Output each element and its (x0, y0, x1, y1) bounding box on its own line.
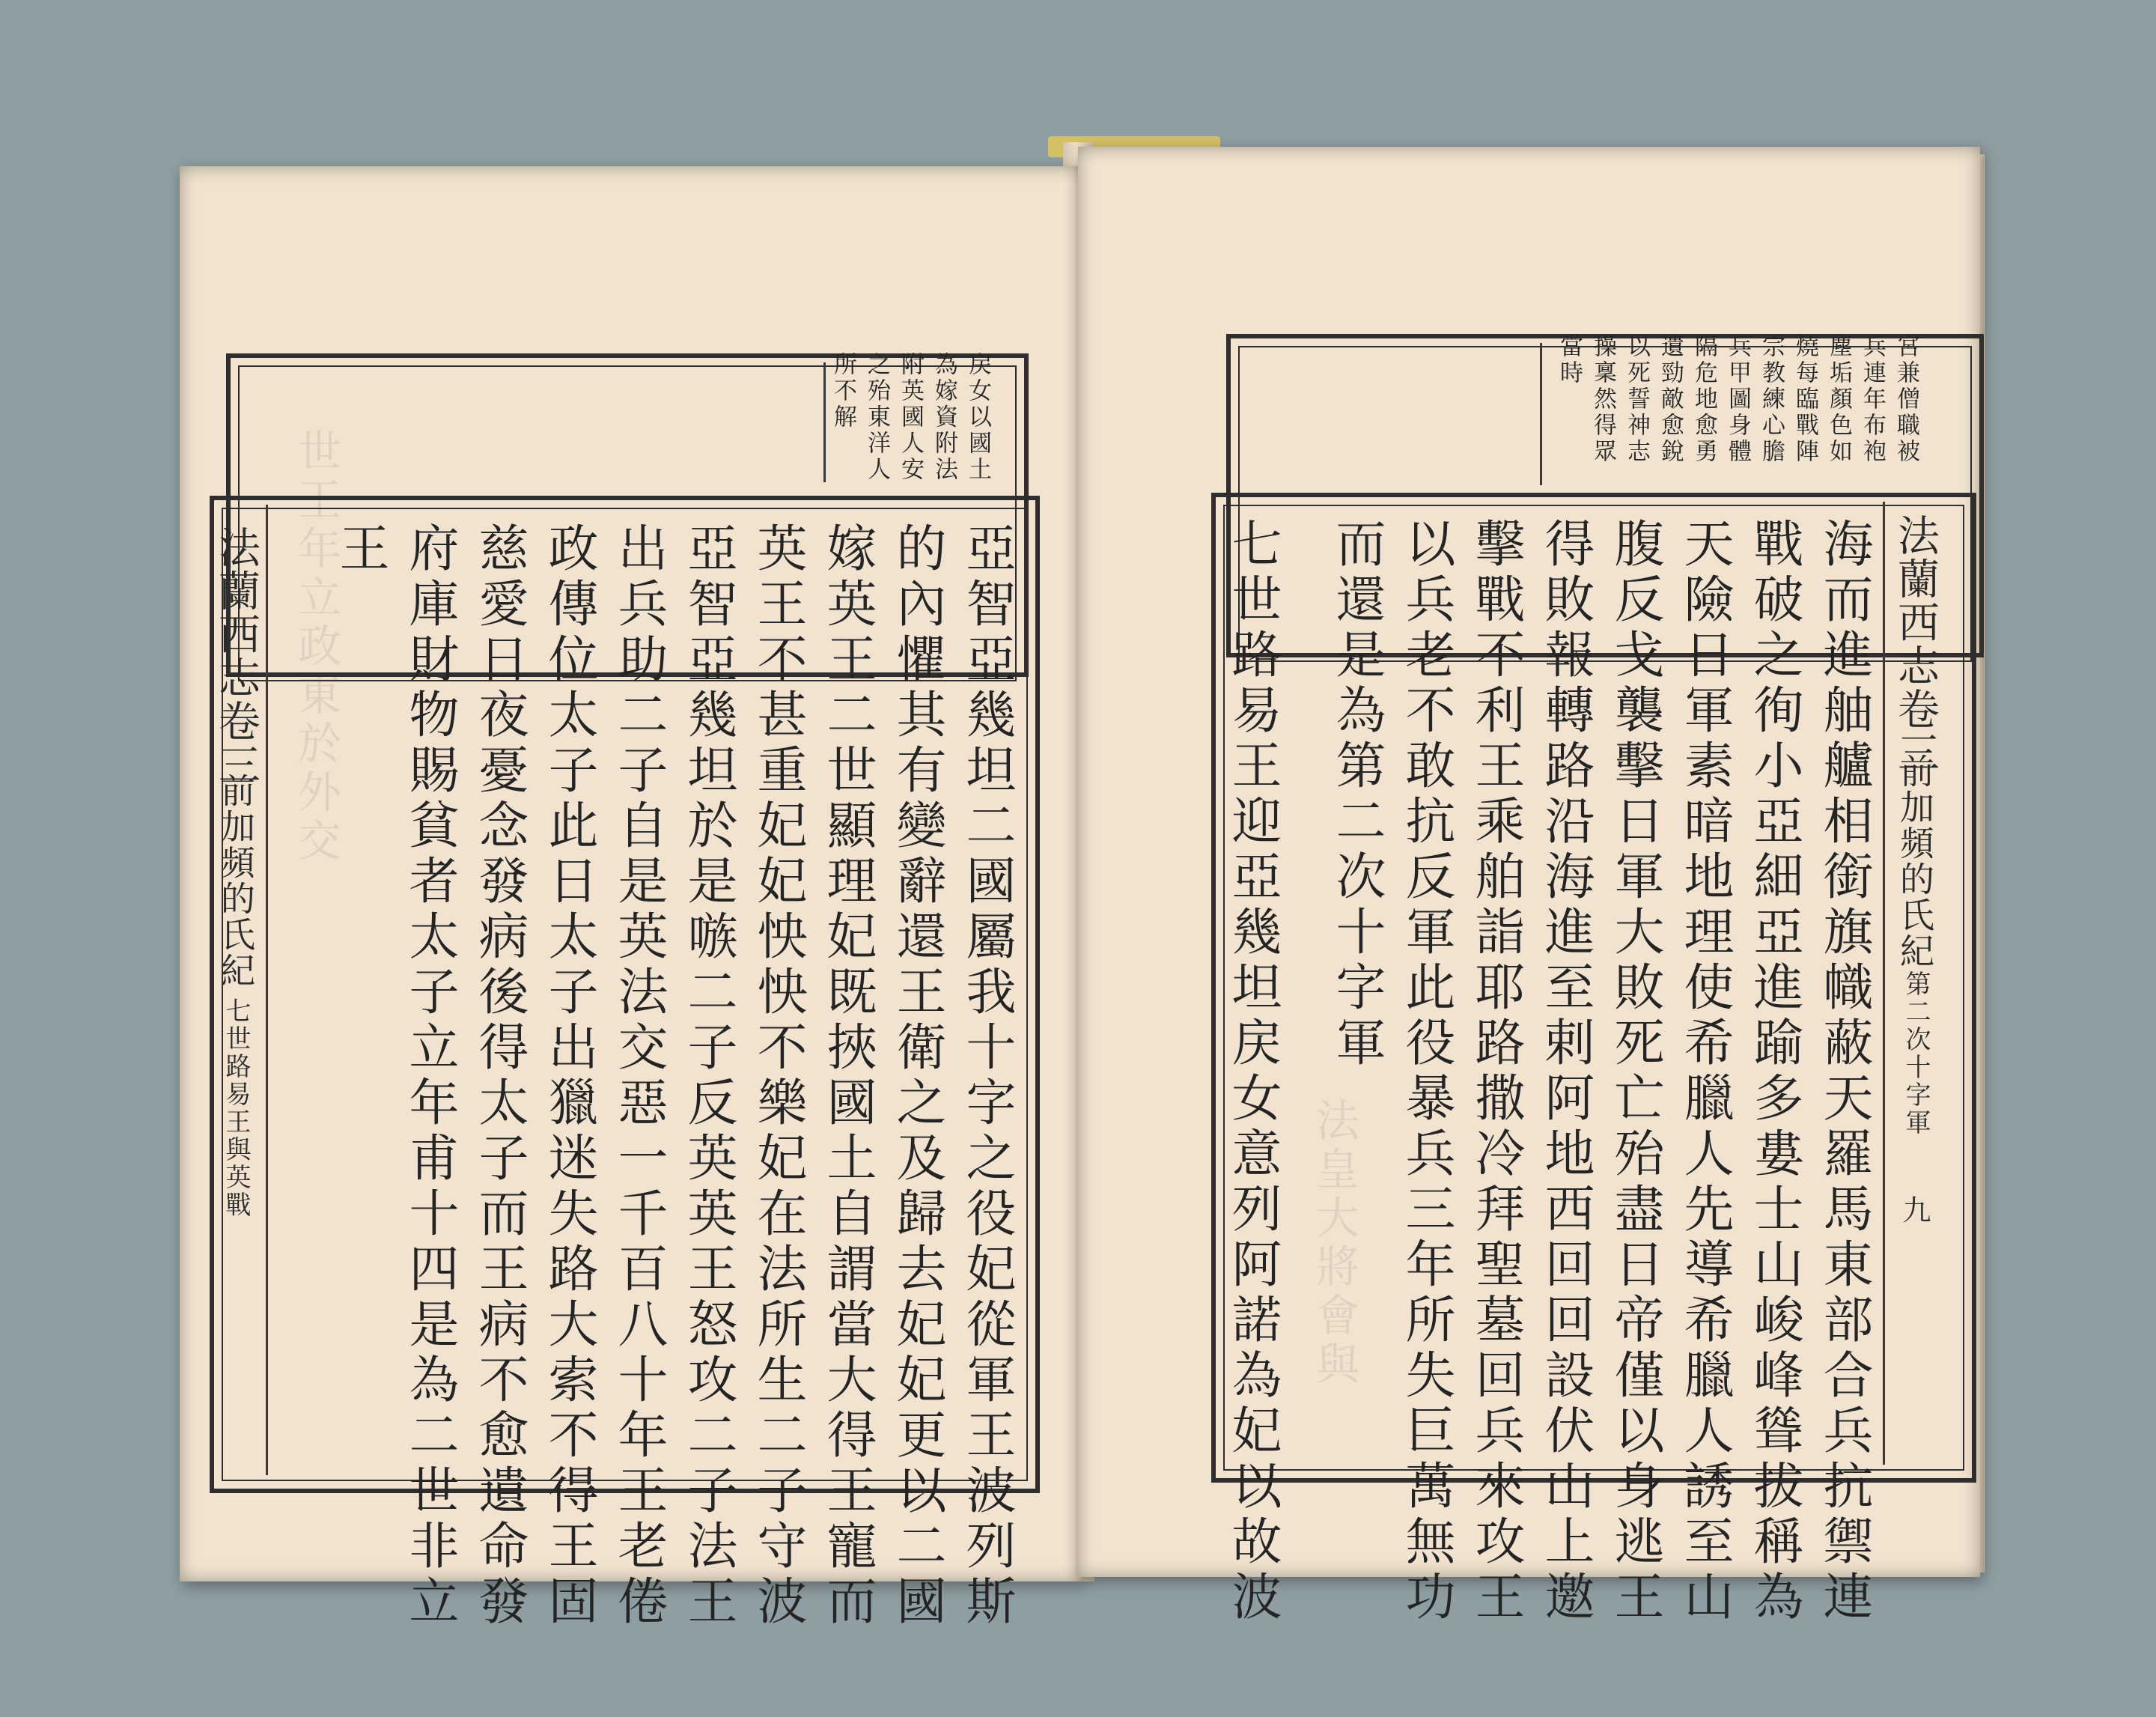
note-col-h: 遺勁敵愈銳 (1657, 334, 1684, 465)
caption-chapter: 前加頻的氏紀 (216, 773, 256, 988)
note-col-k: 當時 (1556, 334, 1583, 386)
text-col-7: 政傳位太子此日太子出獵迷失路大索不得王固 (540, 522, 599, 1630)
note-col-g: 隔危地愈勇 (1690, 334, 1717, 465)
text-col-10: 王 (332, 522, 390, 577)
text-col-2: 戰破之徇小亞細亞進踰多婁士山峻峰聳拔稱為 (1746, 517, 1804, 1626)
note-col-j: 操稟然得眾 (1589, 334, 1616, 465)
note-col-e: 宗教練心膽 (1758, 334, 1785, 465)
caption-subtitle: 七世路易王與英戰 (221, 997, 251, 1219)
caption-title: 法蘭西志卷三 (212, 526, 261, 786)
bleed-through-text: 世王年立政東於外交 (290, 428, 341, 866)
bleed-through-text: 法皇大將會與 (1309, 1098, 1359, 1390)
note-col-i: 以死誓神志 (1623, 334, 1650, 465)
note-divider (1540, 343, 1542, 485)
note-col-3: 附英國人安 (897, 352, 924, 483)
text-col-3: 天險日軍素暗地理使希臘人先導希臘人誘至山 (1676, 517, 1735, 1626)
note-col-2: 為嫁資附法 (931, 352, 957, 483)
text-col-3: 嫁英王二世顯理妃既挾國土自謂當大得王寵而 (819, 522, 877, 1630)
caption-chapter: 前加頻的氏紀 (1895, 753, 1935, 969)
note-col-1: 戻女以國土 (964, 352, 991, 483)
caption-rule (266, 505, 268, 1475)
folio-number: 九 (1898, 1195, 1931, 1224)
note-col-c: 塵垢顏色如 (1825, 334, 1852, 465)
text-col-5: 亞智亞幾坦於是嗾二子反英英王怒攻二子法王 (680, 522, 738, 1630)
text-col-1: 海而進舳艫相銜旗幟蔽天羅馬東部合兵抗禦連 (1815, 517, 1874, 1626)
right-page (1078, 147, 1980, 1626)
note-col-5: 所不解 (829, 352, 856, 431)
caption-subtitle: 第二次十字軍 (1901, 970, 1931, 1137)
caption-rule (1883, 502, 1885, 1465)
left-page (180, 166, 1082, 1630)
text-col-7: 以兵老不敢抗反軍此役暴兵三年所失巨萬無功 (1398, 517, 1456, 1626)
caption-title: 法蘭西志卷三 (1891, 514, 1940, 774)
text-col-1: 亞智亞幾坦二國屬我十字之役妃從軍王波列斯 (958, 522, 1017, 1630)
text-col-10: 七世路易王迎亞幾坦戻女意列阿諾為妃以故波 (1224, 517, 1282, 1626)
text-col-9: 府庫財物賜貧者太子立年甫十四是為二世非立 (401, 522, 460, 1630)
text-col-8: 慈愛日夜憂念發病後得太子而王病不愈遺命發 (471, 522, 529, 1630)
note-divider (823, 362, 826, 482)
note-col-4: 之殆東洋人 (863, 352, 890, 483)
note-col-a: 宮兼僧職被 (1892, 334, 1919, 465)
text-col-4: 英王不甚重妃妃怏怏不樂妃在法所生二子守波 (749, 522, 808, 1630)
note-col-f: 兵甲圖身體 (1724, 334, 1751, 465)
text-col-6: 擊戰不利王乘舶詣耶路撒冷拜聖墓回兵來攻王 (1467, 517, 1526, 1626)
note-col-d: 燒每臨戰陣 (1791, 334, 1818, 465)
text-col-6: 出兵助二子自是英法交惡一千百八十年王老倦 (610, 522, 669, 1630)
note-col-b: 兵連年布袍 (1859, 334, 1886, 465)
text-col-4: 腹反戈襲擊日軍大敗死亡殆盡日帝僅以身逃王 (1607, 517, 1665, 1626)
text-col-2: 的內懼其有變辭還王衛之及歸去妃妃更以二國 (889, 522, 947, 1630)
text-col-5: 得敗報轉路沿海進至剌阿地西回回設伏山上邀 (1537, 517, 1595, 1626)
text-col-8: 而還是為第二次十字軍 (1328, 517, 1386, 1072)
